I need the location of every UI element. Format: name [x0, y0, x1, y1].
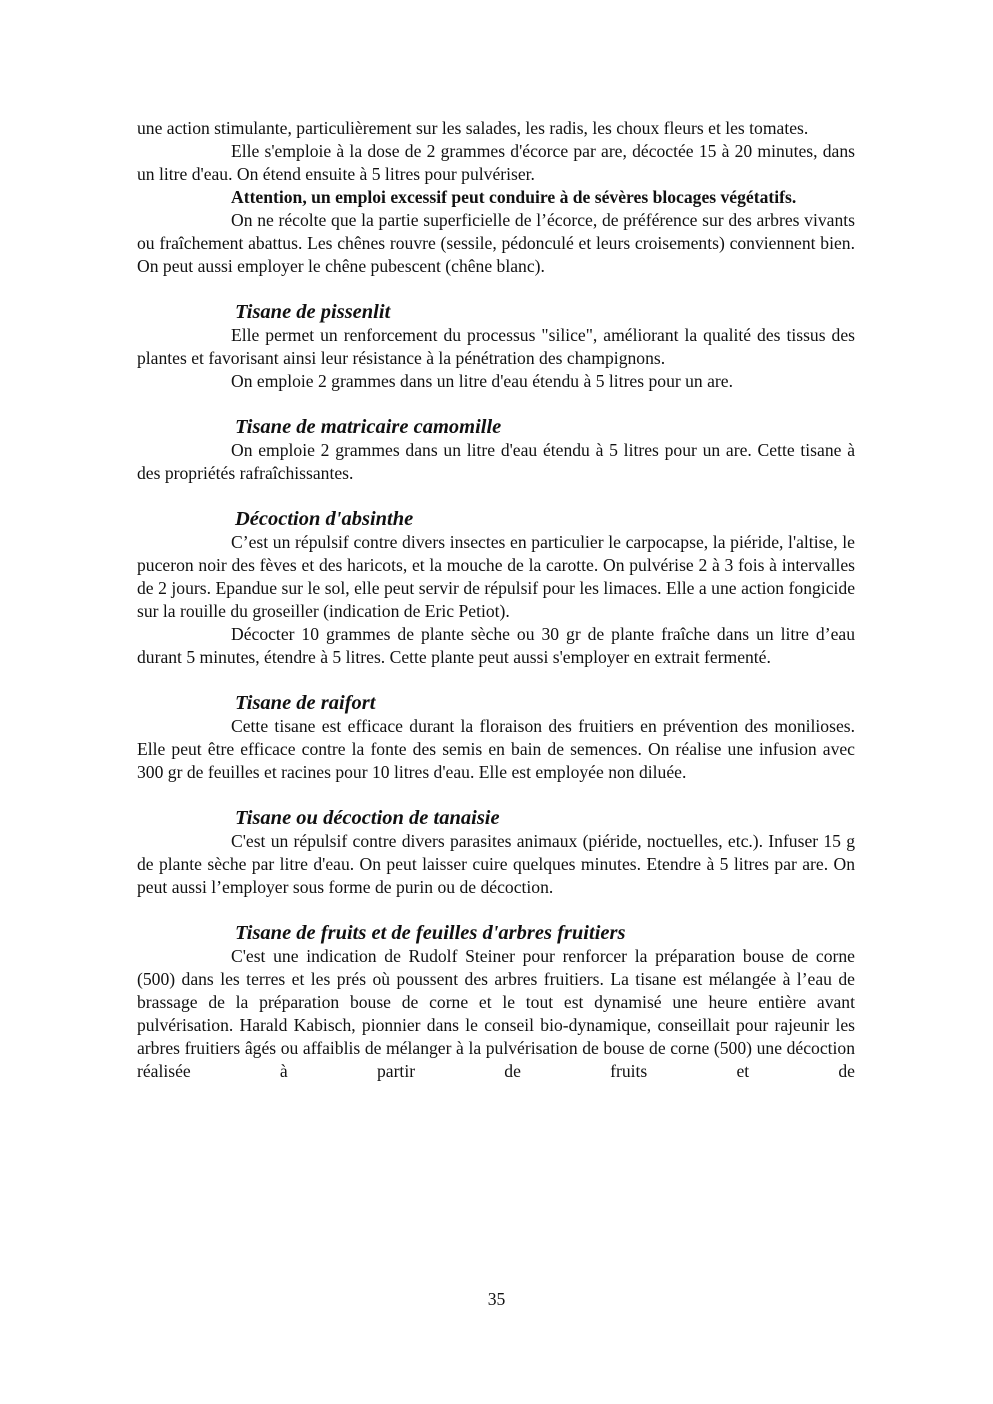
- tanaisie-paragraph: C'est un répulsif contre divers parasites animaux (piéride, noctuelles, etc.). Infuser 15 g de plante sèche par litre d'eau. On peut laisser cuire quelques minutes. Etendre à 5 litres par are. On peut aussi l’employer sous forme de purin ou de décoction.: [137, 831, 855, 897]
- harvest-paragraph: On ne récolte que la partie superficielle de l’écorce, de préférence sur des arbres vivants ou fraîchement abattus. Les chênes rouvre (sessile, pédonculé et leurs croisements) conviennent bien. On peut aussi employer le chêne pubescent (chêne blanc).: [137, 210, 855, 276]
- fruits-paragraph: C'est une indication de Rudolf Steiner pour renforcer la préparation bouse de corne (500) dans les terres et les prés où poussent des arbres fruitiers. La tisane est mélangée à l’eau de brassage de la préparation bouse de corne et le tout est dynamisé une heure entière avant pulvérisation. Harald Kabisch, pionnier dans le conseil bio-dynamique, conseillait pour rajeunir les arbres fruitiers âgés ou affaiblis de mélanger à la pulvérisation de bouse de corne (500) une décoction réalisée à partir de fruits et de: [137, 946, 855, 1081]
- page-number: 35: [487, 1289, 506, 1309]
- intro-paragraph: une action stimulante, particulièrement sur les salades, les radis, les choux fleurs et les tomates.: [137, 118, 809, 138]
- section-title-fruits: Tisane de fruits et de feuilles d'arbres fruitiers: [235, 922, 626, 944]
- absinthe-paragraph-1: C’est un répulsif contre divers insectes en particulier le carpocapse, la piéride, l'altise, le puceron noir des fèves et des haricots, et la mouche de la carotte. On pulvérise 2 à 3 fois à intervalles de 2 jours. Epandue sur le sol, elle peut servir de répulsif pour les limaces. Elle a une action fongicide sur la rouille du groseiller (indication de Eric Petiot).: [137, 532, 855, 621]
- camomille-paragraph: On emploie 2 grammes dans un litre d'eau étendu à 5 litres pour un are. Cette tisane à des propriétés rafraîchissantes.: [137, 440, 855, 483]
- pissenlit-paragraph-1: Elle permet un renforcement du processus "silice", améliorant la qualité des tissus des plantes et favorisant ainsi leur résistance à la pénétration des champignons.: [137, 325, 855, 368]
- section-title-absinthe: Décoction d'absinthe: [235, 508, 414, 530]
- document-page: [137, 117, 855, 1083]
- section-title-pissenlit: Tisane de pissenlit: [235, 301, 391, 323]
- section-title-camomille: Tisane de matricaire camomille: [235, 416, 502, 438]
- section-title-tanaisie: Tisane ou décoction de tanaisie: [235, 807, 500, 829]
- pissenlit-paragraph-2: On emploie 2 grammes dans un litre d'eau étendu à 5 litres pour un are.: [231, 371, 733, 391]
- warning-paragraph: Attention, un emploi excessif peut conduire à de sévères blocages végétatifs.: [231, 187, 797, 207]
- section-title-raifort: Tisane de raifort: [235, 692, 376, 714]
- dose-paragraph: Elle s'emploie à la dose de 2 grammes d'écorce par are, décoctée 15 à 20 minutes, dans un litre d'eau. On étend ensuite à 5 litres pour pulvériser.: [137, 141, 855, 184]
- absinthe-paragraph-2: Décocter 10 grammes de plante sèche ou 30 gr de plante fraîche dans un litre d’eau durant 5 minutes, étendre à 5 litres. Cette plante peut aussi s'employer en extrait fermenté.: [137, 624, 855, 667]
- raifort-paragraph: Cette tisane est efficace durant la floraison des fruitiers en prévention des monilioses. Elle peut être efficace contre la fonte des semis en bain de semences. On réalise une infusion avec 300 gr de feuilles et racines pour 10 litres d'eau. Elle est employée non diluée.: [137, 716, 855, 782]
